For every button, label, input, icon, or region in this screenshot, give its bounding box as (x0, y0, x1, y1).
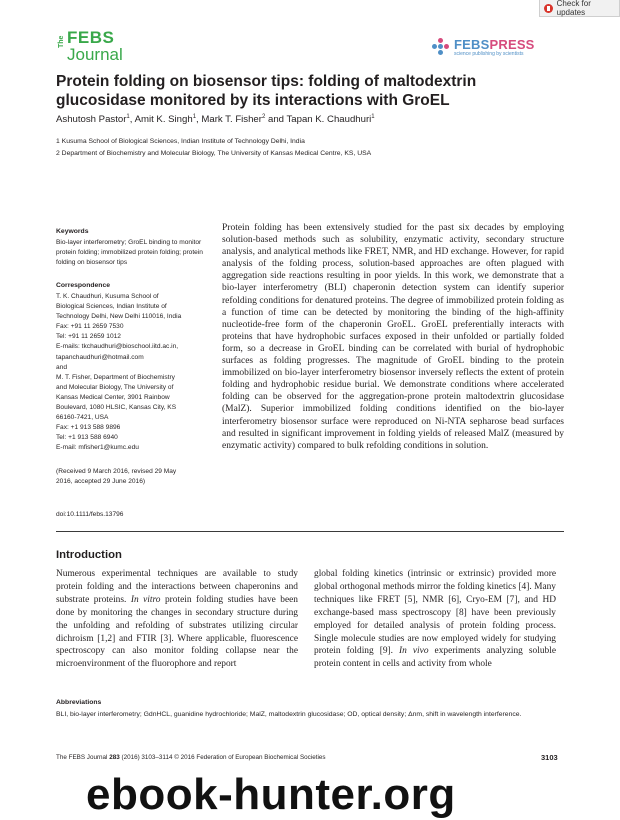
correspondence-text: T. K. Chaudhuri, Kusuma School of Biological Sciences, Indian Institute of Technology Delhi, New Delhi 110016, India Fax: +91 11 2659 7530 Tel: +91 11 2659 1012 E-mails: tkchaudhuri@bioschool.iitd.ac.in, tapanchaudhuri@hotmail.com and M. T. Fisher, Department of Biochemistry and Molecular Biology, The University of Kansas Medical Center, 3901 Rainbow Boulevard, 1080 HLSIC, Kansas City, KS 66160-7421, USA Fax: +1 913 588 9896 Tel: +1 913 588 6940 E-mail: mfisher1@kumc.edu (56, 293, 182, 452)
author-name: Ashutosh Pastor (56, 114, 127, 126)
keywords-heading: Keywords (56, 228, 89, 235)
author-name: Mark T. Fisher (201, 114, 262, 126)
introduction-column-right: global folding kinetics (intrinsic or extrinsic) provided more global orthogonal methods mirror the folding kinetics [4]. Many techniques like FRET [5], NMR [6], Cryo-EM [7], and HD exchange-based mass spectroscopy [8] have been previously employed for detailed analysis of protein folding process. Single molecule studies are now employed widely for studying protein folding [9]. In vivo experiments analyzing soluble protein content in cells and activity from whole (314, 569, 556, 670)
page-footer: The FEBS Journal 283 (2016) 3103–3114 © 2016 Federation of European Biochemical Societies (56, 754, 326, 761)
correspondence-heading: Correspondence (56, 282, 111, 289)
affiliation-2: 2 Department of Biochemistry and Molecular Biology, The University of Kansas Medical Centre, KS, USA (56, 150, 372, 157)
check-for-updates-label: Check for updates (556, 0, 591, 17)
author-list: Ashutosh Pastor$^1$, Amit K. Singh$^1$, Mark T. Fisher$^2$ and Tapan K. Chaudhuri$^1$ (56, 114, 375, 126)
logo-febs: FEBS (67, 28, 115, 47)
received-dates: (Received 9 March 2016, revised 29 May 2016, accepted 29 June 2016) (56, 468, 177, 486)
watermark-text: ebook-hunter.org (86, 770, 456, 819)
check-for-updates-badge[interactable] (539, 0, 620, 17)
page-number: 3103 (541, 753, 558, 762)
author-name: Tapan K. Chaudhuri (286, 114, 372, 126)
introduction-heading: Introduction (56, 549, 122, 561)
logo-the: The (58, 35, 65, 48)
febs-press-name: FEBSPRESS (454, 37, 535, 52)
febs-press-dots-icon (432, 38, 450, 56)
affiliation-1: 1 Kusuma School of Biological Sciences, Indian Institute of Technology Delhi, India (56, 138, 305, 145)
keywords-text: Bio-layer interferometry; GroEL binding to monitor protein folding; immobilized protein folding; protein folding on biosensor tips (56, 239, 203, 267)
febs-journal-logo (58, 28, 158, 68)
doi-link[interactable]: doi:10.1111/febs.13796 (56, 511, 124, 518)
logo-journal: Journal (67, 45, 123, 64)
febs-press-tagline: science publishing by scientists (454, 51, 524, 57)
update-icon (544, 4, 553, 13)
abbreviations-text: BLI, bio-layer interferometry; GdnHCL, guanidine hydrochloride; MalZ, maltodextrin glucosidase; OD, optical density; Δnm, shift in wavelength interference. (56, 711, 522, 718)
abstract-text: Protein folding has been extensively studied for the past six decades by employing solution-based methods such as solubility, enzymatic activity, secondary structure analysis, and analytical methods like FRET, NMR, and HD exchange. However, for rapid analysis of the folding process, solution-based approaches are often plagued with aggregation side reactions resulting in poor yields. In this work, we demonstrate that a bio-layer interferometry (BLI) chaperonin detection system can identify superior refolding conditions for denatured proteins. The degree of immobilized protein folding as a function of time can be detected by monitoring the binding of the high-affinity nucleotide-free form of the chaperonin GroEL. GroEL preferentially interacts with proteins that have hydrophobic surfaces exposed in their unfolded or partially folded form, so a decrease in GroEL binding can be correlated with burial of hydrophobic surfaces as folding progresses. The magnitude of GroEL binding to the protein immobilized on bio-layer interferometry biosensor inversely reflects the extent of protein folding and hydrophobic residue burial. We demonstrate conditions where accelerated folding can be observed for the aggregation-prone protein maltodextrin glucosidase (MalZ). Superior immobilized folding conditions identified on the bio-layer interferometry biosensor surface were reproduced on Ni-NTA sepharose bead surfaces and resulted in significant improvement in folding yields of released MalZ (measured by enzymatic activity) compared to bulk refolding conditions in solution. (222, 223, 564, 451)
section-divider (56, 531, 564, 532)
febs-press-logo (432, 36, 544, 60)
author-name: Amit K. Singh (134, 114, 193, 126)
article-title: Protein folding on biosensor tips: folding of maltodextrin glucosidase monitored by its interactions with GroEL (56, 73, 477, 109)
introduction-column-left: Numerous experimental techniques are available to study protein folding and the interactions between chaperonins and substrate proteins. In vitro protein folding studies have been done by monitoring the changes in secondary structure during the unfolding and refolding of substrates utilizing circular dichroism [1,2] and FTIR [3]. Where applicable, fluorescence spectroscopy can also monitor folding collapse near the microenvironment of the fluorophore and report (56, 569, 298, 670)
abbreviations-heading: Abbreviations (56, 699, 102, 706)
